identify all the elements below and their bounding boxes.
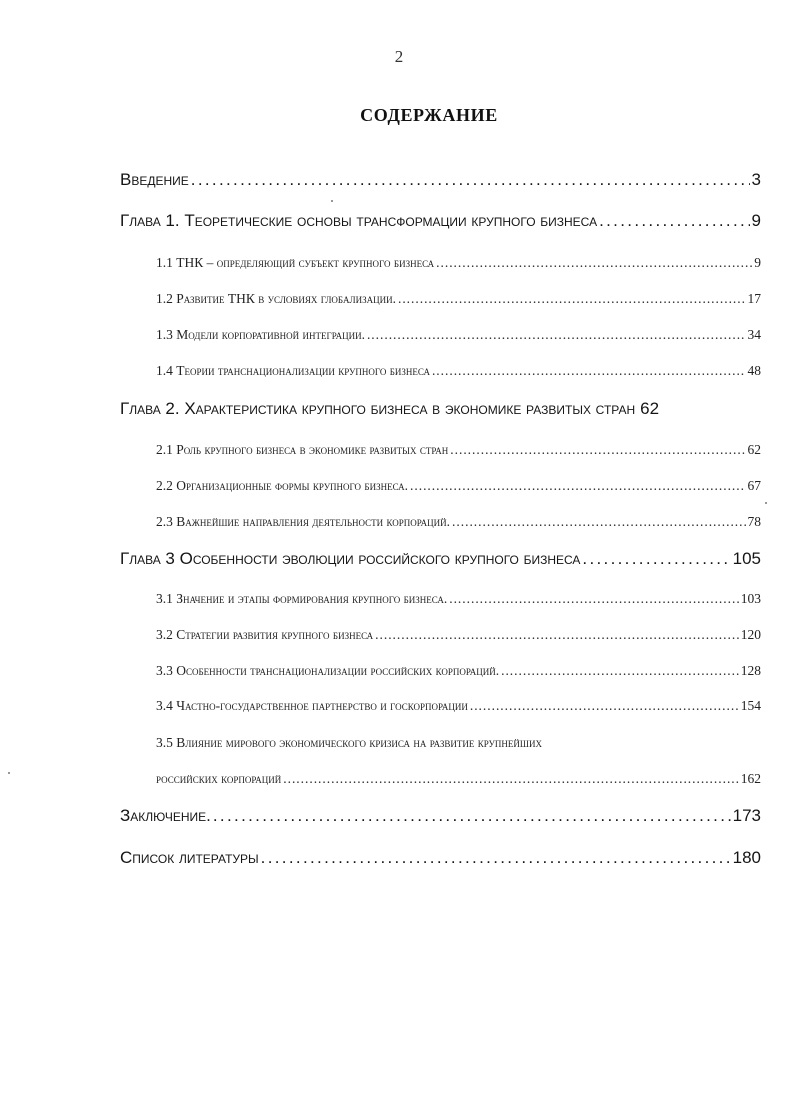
toc-entry-section-1-3 [156,327,761,343]
toc-entry-bibliography [120,848,761,868]
dot-leader [398,291,746,307]
toc-entry-section-3-2 [156,627,761,643]
dot-leader [582,549,730,569]
toc-entry-text: 1.2 Развитие ТНК в условиях глобализации. [156,291,396,306]
dot-leader [452,514,745,530]
toc-entry-section-1-2 [156,291,761,307]
toc-entry-page: 180 [732,848,761,867]
page-number: 2 [394,47,404,66]
page-title: СОДЕРЖАНИЕ [360,105,498,125]
dot-leader [501,663,739,679]
toc-entry-chapter-3 [120,549,761,569]
toc-entry-page: 67 [747,478,761,493]
dot-leader [470,698,739,714]
toc-entry-page: 78 [747,514,761,529]
toc-entry-page: 34 [747,327,761,342]
toc-entry-page: 62 [747,442,761,457]
dot-leader [450,442,745,458]
dot-leader [283,771,739,787]
toc-entry-text: Введение [120,170,189,189]
dot-leader [261,848,731,868]
toc-entry-section-3-1 [156,591,761,607]
toc-entry-text: российских корпораций [156,771,282,786]
toc-entry-page: 120 [740,627,761,642]
dot-leader [432,363,746,379]
toc-entry-section-1-1 [156,255,761,271]
toc-entry-page: 173 [732,806,761,825]
dot-leader [213,806,731,826]
toc-entry-text: Глава 3 Особенности эволюции российского крупного бизнеса [120,549,581,568]
toc-entry-text: 1.1 ТНК – определяющий субъект крупного бизнеса [156,255,435,270]
dot-leader [436,255,752,271]
toc-entry-introduction [120,170,761,190]
toc-entry-text: Список литературы [120,848,259,867]
toc-entry-text: 1.3 Модели корпоративной интеграции. [156,327,365,342]
toc-entry-text: 2.2 Организационные формы крупного бизнеса. [156,478,409,493]
dot-leader [449,591,739,607]
toc-entry-page: 9 [751,211,761,230]
toc-entry-text: Заключение. [120,806,211,825]
toc-entry-text: 3.2 Стратегии развития крупного бизнеса [156,627,374,642]
toc-entry-text: 2.3 Важнейшие направления деятельности корпораций. [156,514,451,529]
dot-leader [191,170,750,190]
dot-leader [375,627,739,643]
toc-entry-section-2-2 [156,478,761,494]
toc-entry-section-3-5-line-1: 3.5 Влияние мирового экономического кризиса на развитие крупнейших [156,735,542,750]
toc-entry-text: Глава 1. Теоретические основы трансформации крупного бизнеса [120,211,598,230]
toc-entry-text: Глава 2. Характеристика крупного бизнеса в экономике развитых стран [120,399,636,418]
toc-entry-text: 3.1 Значение и этапы формирования крупного бизнеса. [156,591,448,606]
toc-entry-page: 48 [747,363,761,378]
toc-entry-section-1-4 [156,363,761,379]
toc-entry-page: 9 [754,255,761,270]
toc-entry-page: 17 [747,291,761,306]
toc-entry-text: 3.3 Особенности транснационализации российских корпораций. [156,663,500,678]
scan-speck [765,502,767,504]
toc-entry-section-3-3 [156,663,761,679]
toc-entry-section-2-1 [156,442,761,458]
toc-entry-page: 128 [740,663,761,678]
toc-entry-page: 162 [740,771,761,786]
scan-speck [331,200,333,202]
toc-entry-text: 1.4 Теории транснационализации крупного бизнеса [156,363,430,378]
toc-entry-conclusion [120,806,761,826]
toc-entry-section-2-3 [156,514,761,530]
toc-entry-page: 103 [740,591,761,606]
toc-entry-text: 3.4 Частно-государственное партнерство и госкорпорации [156,698,468,713]
dot-leader [599,211,749,231]
toc-entry-page: 62 [640,399,660,418]
toc-entry-chapter-1 [120,211,761,231]
toc-entry-section-3-5 [156,771,761,787]
dot-leader [367,327,746,343]
toc-entry-page: 105 [732,549,761,568]
toc-entry-page: 154 [740,698,761,713]
dot-leader [410,478,745,494]
toc-entry-page: 3 [751,170,761,189]
toc-entry-chapter-2 [120,399,761,419]
toc-entry-section-3-4 [156,698,761,714]
scan-speck [8,772,10,774]
toc-entry-text: 2.1 Роль крупного бизнеса в экономике развитых стран [156,442,449,457]
